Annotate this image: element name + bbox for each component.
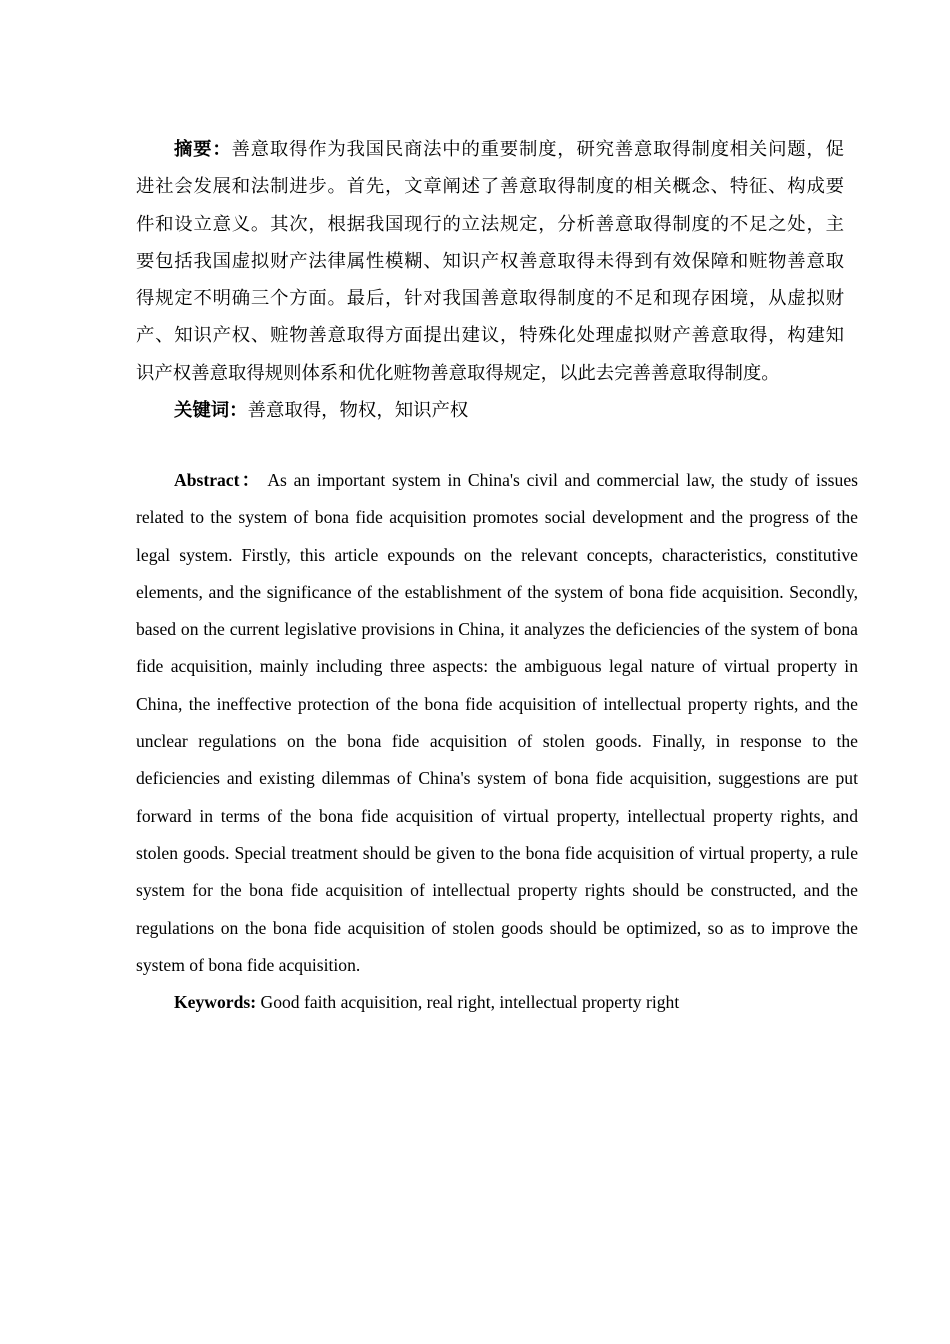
abstract-label: 摘要： (174, 139, 232, 160)
chinese-abstract (136, 131, 844, 429)
keywords-text: 善意取得，物权，知识产权 (247, 400, 469, 422)
english-keywords (136, 984, 858, 1021)
keywords-label: 关键词： (174, 400, 248, 422)
keywords-text: Good faith acquisition, real right, intellectual property right (256, 992, 680, 1013)
abstract-line: 件和设立意义。其次，根据我国现行的立法规定，分析善意取得制度的不足之处，主 (136, 213, 844, 235)
abstract-text: 善意取得作为我国民商法中的重要制度，研究善意取得制度相关问题，促 (231, 139, 844, 160)
keywords-label: Keywords: (174, 992, 257, 1013)
abstract-paragraph (136, 462, 858, 984)
abstract-line: 要包括我国虚拟财产法律属性模糊、知识产权善意取得未得到有效保障和赃物善意取 (136, 250, 844, 272)
chinese-keywords (136, 392, 844, 429)
abstract-line: 进社会发展和法制进步。首先，文章阐述了善意取得制度的相关概念、特征、构成要 (136, 176, 844, 198)
abstract-label: Abstract： (174, 470, 262, 490)
english-abstract (136, 462, 858, 1021)
abstract-line: 得规定不明确三个方面。最后，针对我国善意取得制度的不足和现存困境，从虚拟财 (136, 288, 844, 310)
abstract-line: 产、知识产权、赃物善意取得方面提出建议，特殊化处理虚拟财产善意取得，构建知 (136, 325, 844, 347)
abstract-line (136, 131, 844, 168)
abstract-line: 识产权善意取得规则体系和优化赃物善意取得规定，以此去完善善意取得制度。 (136, 362, 780, 384)
abstract-text: As an important system in China's civil and commercial law, the study of issues related to the system of bona fide acquisition promotes social development and the progress of the legal system. Firstly, this article expounds on the relevant concepts, characteristics, constitutive elements, and the significance of the establishment of the system of bona fide acquisition. Secondly, based on the current legislative provisions in China, it analyzes the deficiencies of the system of bona fide acquisition, mainly including three aspects: the ambiguous legal nature of virtual property in China, the ineffective protection of the bona fide acquisition of intellectual property rights, and the unclear regulations on the bona fide acquisition of stolen goods. Finally, in response to the deficiencies and existing dilemmas of China's system of bona fide acquisition, suggestions are put forward in terms of the bona fide acquisition of virtual property, intellectual property rights, and stolen goods. Special treatment should be given to the bona fide acquisition of virtual property, a rule system for the bona fide acquisition of intellectual property rights should be constructed, and the regulations on the bona fide acquisition of stolen goods should be optimized, so as to improve the system of bona fide acquisition. (136, 470, 858, 975)
